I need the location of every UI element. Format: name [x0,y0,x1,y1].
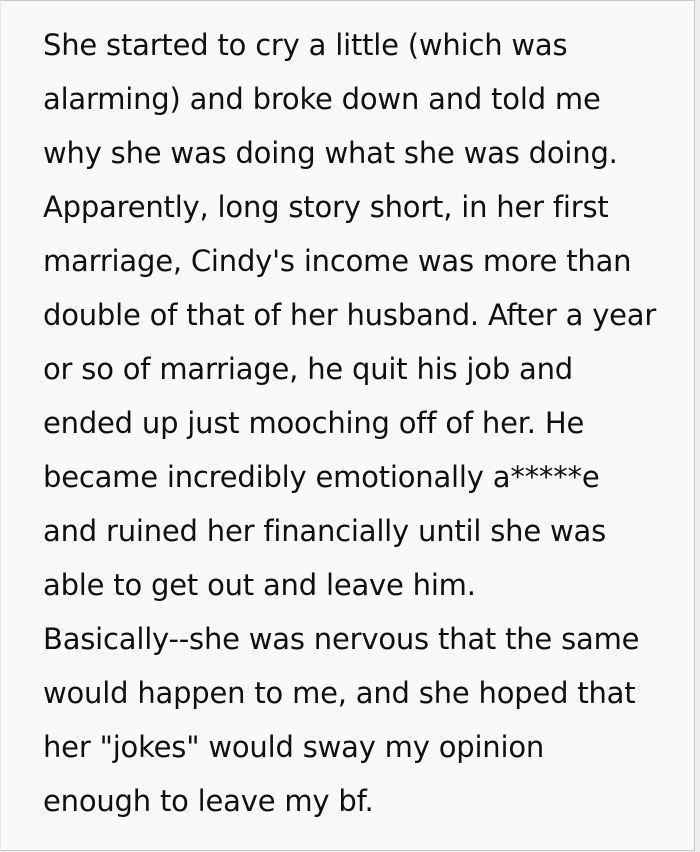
text-line: double of that of her husband. After a year [43,298,657,332]
text-line: Basically--she was nervous that the same [43,622,640,656]
text-line: marriage, Cindy's income was more than [43,244,632,278]
text-line: why she was doing what she was doing. [43,136,618,170]
text-line: or so of marriage, he quit his job and [43,352,574,386]
text-line: ended up just mooching off of her. He [43,406,585,440]
text-line: and ruined her financially until she was [43,514,607,548]
text-line: Apparently, long story short, in her first [43,190,609,224]
text-line: became incredibly emotionally a*****e [43,460,600,494]
text-line: able to get out and leave him. [43,568,476,602]
text-line: would happen to me, and she hoped that [43,676,636,710]
text-line: her "jokes" would sway my opinion [43,730,545,764]
text-line: enough to leave my bf. [43,784,374,818]
text-line: alarming) and broke down and told me [43,82,601,116]
text-line: She started to cry a little (which was [43,28,568,62]
